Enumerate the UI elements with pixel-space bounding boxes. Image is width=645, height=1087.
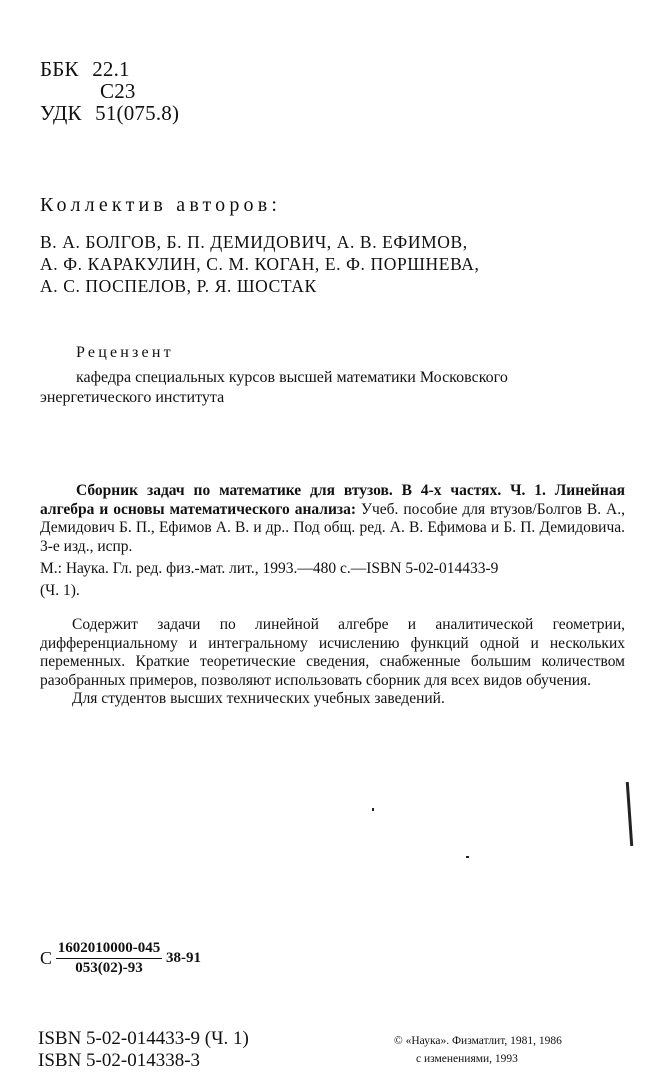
scan-mark-line — [626, 782, 633, 846]
author-line-1: В. А. БОЛГОВ, Б. П. ДЕМИДОВИЧ, А. В. ЕФИМОВ, — [40, 232, 468, 252]
reviewer-text: кафедра специальных курсов высшей математики Московского энергетического института — [40, 369, 508, 406]
catalog-code — [40, 940, 201, 977]
scan-mark-dot-2 — [466, 856, 469, 858]
bibliographic-description — [40, 482, 625, 556]
copyright-line-1: © «Наука». Физматлит, 1981, 1986 — [394, 1035, 562, 1047]
authors-heading: Коллектив авторов: — [40, 194, 282, 216]
udk-label: УДК — [40, 101, 82, 125]
author-line-2: А. Ф. КАРАКУЛИН, С. М. КОГАН, Е. Ф. ПОРШНЕВА, — [40, 254, 480, 274]
bbk-label: ББК — [40, 57, 79, 81]
udk-value: 51(075.8) — [95, 101, 180, 125]
catalog-fraction — [56, 940, 163, 977]
author-line-3: А. С. ПОСПЕЛОВ, Р. Я. ШОСТАК — [40, 276, 317, 296]
catalog-denominator: 053(02)-93 — [75, 960, 143, 976]
bib-imprint: М.: Наука. Гл. ред. физ.-мат. лит., 1993.—480 с.—ISBN 5-02-014433-9 — [40, 560, 499, 577]
annotation — [40, 616, 625, 709]
bib-details: Учеб. пособие для втузов/Болгов В. А., Демидович Б. П., Ефимов А. В. и др.. Под общ. ред. А. В. Ефимова и Б. П. Демидовича. 3-е изд., испр. — [40, 500, 625, 555]
bbk-value: 22.1 — [92, 57, 130, 81]
bbk-row — [40, 58, 179, 80]
bib-title: Сборник задач по математике для втузов. В 4-х частях. Ч. 1. Линейная алгебра и основы математического анализа: — [40, 482, 625, 518]
copyright-block — [394, 1032, 562, 1068]
author-mark: С23 — [100, 79, 136, 103]
annotation-paragraph-1: Содержит задачи по линейной алгебре и аналитической геометрии, дифференциальному и интегральному исчислению функций одной и нескольких переменных. Краткие теоретические сведения, снабженные большим количеством разобранных примеров, позволяют использовать сборник для всех видов обучения. — [40, 616, 625, 689]
isbn-line-2: ISBN 5-02-014338-3 — [38, 1050, 201, 1071]
classification-block — [40, 58, 179, 124]
annotation-paragraph-2: Для студентов высших технических учебных заведений. — [72, 690, 445, 707]
isbn-block — [38, 1028, 249, 1072]
udk-row — [40, 102, 179, 124]
catalog-numerator: 1602010000-045 — [56, 940, 163, 959]
copyright-line-2: с изменениями, 1993 — [416, 1053, 518, 1065]
isbn-line-1: ISBN 5-02-014433-9 (Ч. 1) — [38, 1028, 249, 1049]
scan-mark-dot-1 — [372, 808, 374, 811]
catalog-suffix: 38-91 — [166, 950, 202, 966]
reviewer-heading: Рецензент — [76, 344, 174, 361]
bib-part: (Ч. 1). — [40, 582, 80, 599]
catalog-letter: С — [40, 948, 53, 968]
